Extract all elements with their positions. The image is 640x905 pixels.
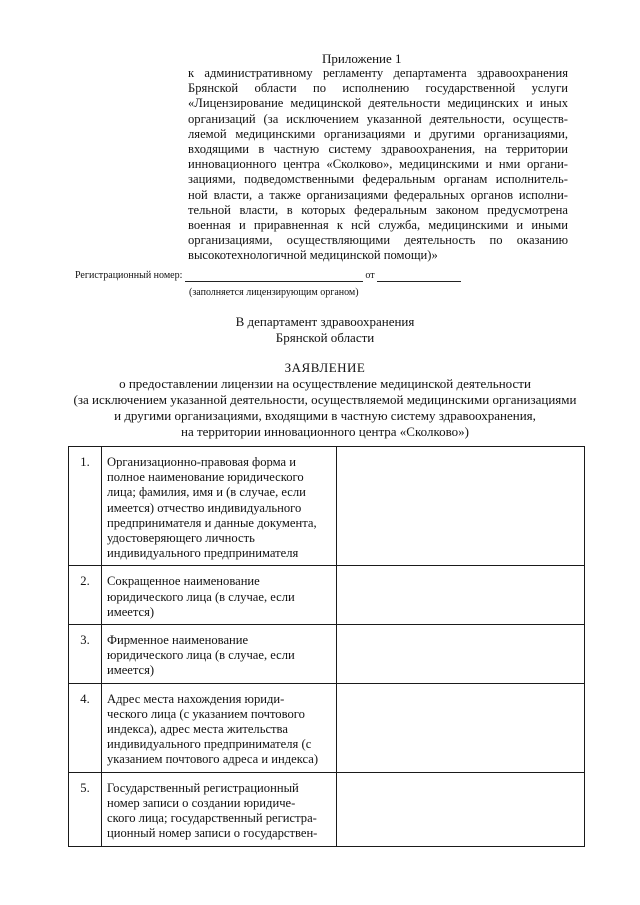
appendix-line: ляемой медицинскими организациями и другими организациями,: [188, 126, 568, 141]
row-label: [102, 772, 337, 846]
row-label: [102, 625, 337, 684]
row-label-line: индивидуального предпринимателя: [107, 546, 299, 561]
row-number: 1.: [69, 447, 102, 566]
appendix-line: ной власти, а также организациями федеральных органов исполни-: [188, 187, 568, 202]
table-row: [69, 447, 585, 566]
registration-number-line: [75, 270, 461, 282]
row-label-line: ционный номер записи о государствен-: [107, 826, 318, 841]
row-label-line: имеется) отчество индивидуального: [107, 500, 302, 515]
table-row: [69, 772, 585, 846]
row-label: [102, 447, 337, 566]
addressee-line-1: В департамент здравоохранения: [235, 314, 415, 329]
statement-subtitle-line: на территории инновационного центра «Сколково»): [181, 424, 469, 439]
row-value-cell[interactable]: [337, 772, 585, 846]
appendix-line: зациями, подведомственными федеральным органам исполнитель-: [188, 172, 568, 187]
statement-subtitle-line: и другими организациями, входящими в частную систему здравоохранения,: [114, 408, 536, 423]
application-form-table: [68, 446, 585, 847]
row-label-line: индивидуального предпринимателя (с: [107, 737, 312, 752]
row-value-cell[interactable]: [337, 566, 585, 625]
row-label-line: номер записи о создании юридиче-: [107, 795, 296, 810]
row-label-line: ского лица; государственный регистра-: [107, 811, 317, 826]
row-label-line: юридического лица (в случае, если: [107, 648, 295, 663]
row-label-line: указанием почтового адреса и индекса): [107, 752, 319, 767]
table-row: [69, 566, 585, 625]
row-value-cell[interactable]: [337, 625, 585, 684]
row-label-line: юридического лица (в случае, если: [107, 589, 295, 604]
row-label-line: ческого лица (с указанием почтового: [107, 706, 305, 721]
appendix-line: к административному регламенту департамента здравоохранения: [188, 66, 568, 80]
registration-note: (заполняется лицензирующим органом): [189, 287, 359, 298]
row-number: 2.: [69, 566, 102, 625]
row-label-line: индекса), адрес места жительства: [107, 722, 288, 737]
row-label-line: Сокращенное наименование: [107, 574, 260, 589]
appendix-title: Приложение 1: [322, 51, 402, 66]
appendix-line: организациями, осуществляющими деятельность по оказанию: [188, 233, 568, 248]
appendix-line: военная и приравненная к нсй служба, медицинскими и иными: [188, 218, 568, 233]
row-label-line: имеется): [107, 663, 155, 678]
row-number: 5.: [69, 772, 102, 846]
statement-title: ЗАЯВЛЕНИЕ: [284, 360, 366, 375]
appendix-line: входящими в частную систему здравоохранения, на территории: [188, 142, 568, 157]
row-value-cell[interactable]: [337, 683, 585, 772]
row-label-line: полное наименование юридического: [107, 470, 304, 485]
statement-subtitle-line: (за исключением указанной деятельности, осуществляемой медицинскими организациями: [73, 392, 577, 407]
row-label: [102, 566, 337, 625]
row-label: [102, 683, 337, 772]
appendix-line: Брянской области по исполнению государственной услуги: [188, 81, 568, 96]
row-number: 4.: [69, 683, 102, 772]
row-number: 3.: [69, 625, 102, 684]
row-label-line: Государственный регистрационный: [107, 780, 299, 795]
table-row: [69, 625, 585, 684]
row-label-line: имеется): [107, 604, 155, 619]
appendix-line: организаций (за исключением указанной деятельности, осуществ-: [188, 111, 568, 126]
row-label-line: удостоверяющего личность: [107, 531, 255, 546]
row-value-cell[interactable]: [337, 447, 585, 566]
registration-date-field[interactable]: [377, 272, 461, 282]
appendix-text: [188, 66, 568, 264]
registration-number-field[interactable]: [185, 272, 363, 282]
registration-label: Регистрационный номер:: [75, 270, 183, 281]
appendix-line: высокотехнологичной медицинской помощи)»: [188, 248, 438, 263]
addressee-line-2: Брянской области: [275, 330, 375, 345]
appendix-line: «Лицензирование медицинской деятельности медицинских и иных: [188, 96, 568, 111]
row-label-line: предпринимателя и данные документа,: [107, 515, 317, 530]
appendix-line: инновационного центра «Сколково», медицинскими и нми органи-: [188, 157, 568, 172]
table-row: [69, 683, 585, 772]
statement-subtitle-line: о предоставлении лицензии на осуществление медицинской деятельности: [119, 376, 531, 391]
registration-from-label: от: [365, 270, 375, 281]
row-label-line: Фирменное наименование: [107, 633, 249, 648]
row-label-line: лица; фамилия, имя и (в случае, если: [107, 485, 306, 500]
row-label-line: Организационно-правовая форма и: [107, 455, 296, 469]
row-label-line: Адрес места нахождения юриди-: [107, 691, 285, 706]
appendix-line: тельной власти, в которых федеральным законом предусмотрена: [188, 202, 568, 217]
